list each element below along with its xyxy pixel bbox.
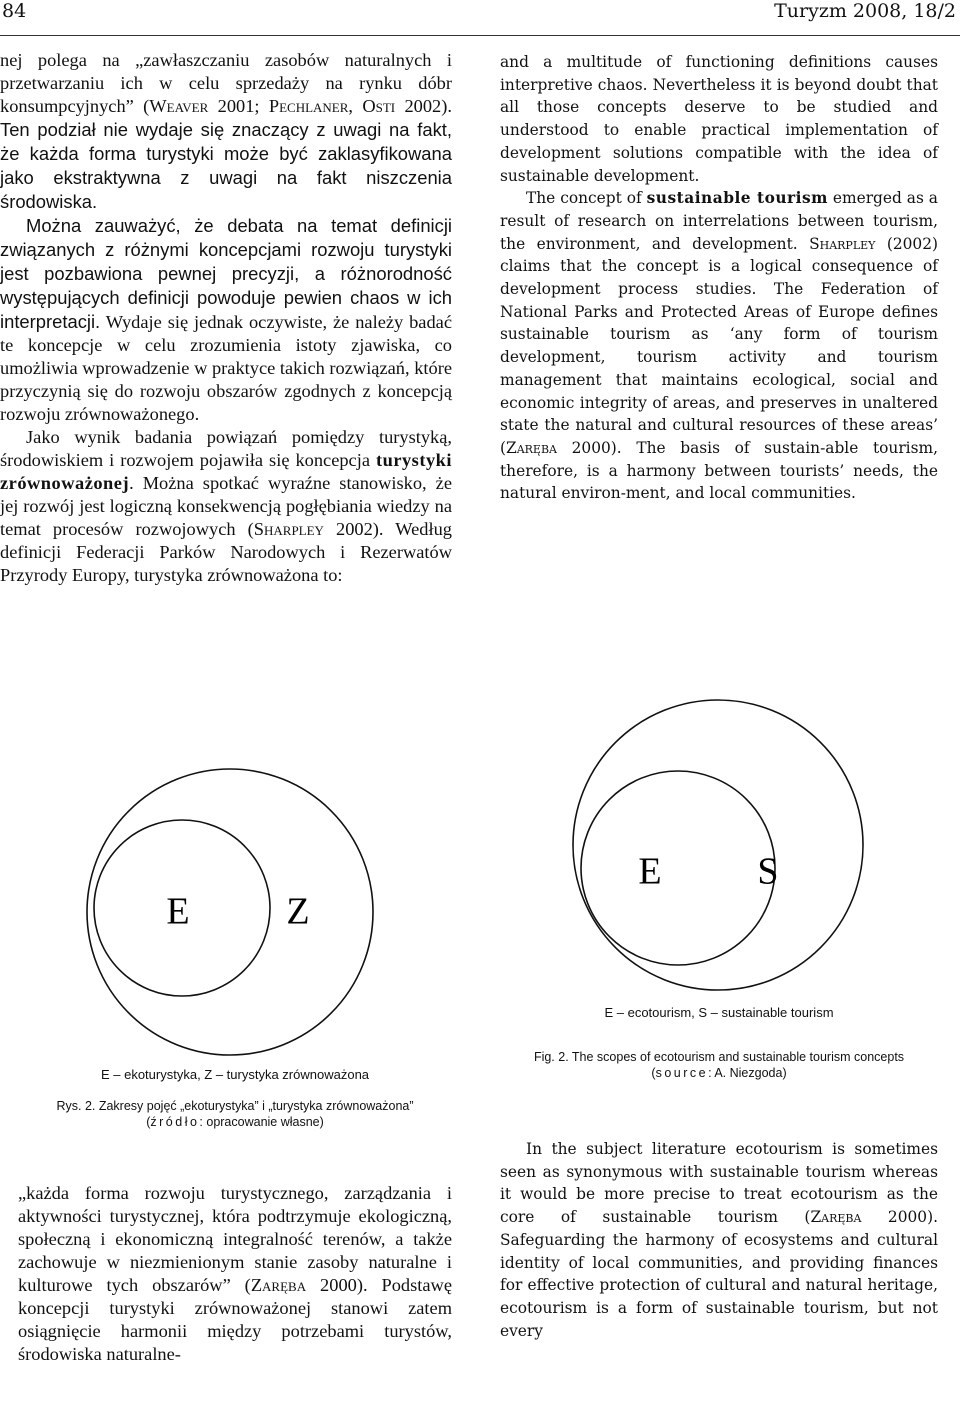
caption-title: Fig. 2. The scopes of ecotourism and sustainable tourism concepts xyxy=(533,1050,905,1064)
citation-author: Sharpley xyxy=(809,234,876,253)
paragraph xyxy=(500,187,938,505)
paragraph xyxy=(500,1138,938,1342)
label-s: S xyxy=(757,850,779,893)
text: 2002). Według definicji Federacji Parków Narodowych i Rezerwatów Przyrody Europy, turystyka zrównoważona to: xyxy=(0,519,453,585)
caption-source: (źródło: opracowanie własne) xyxy=(146,1115,324,1129)
text: The concept of xyxy=(526,189,647,208)
key-term: turystyki zrównoważonej xyxy=(0,450,452,493)
text: Jako wynik badania powiązań pomiędzy turystyką, środowiskiem i rozwojem pojawiła się koncepcja xyxy=(0,427,452,470)
text: nej polega na „zawłaszczaniu zasobów naturalnych i przetwarzaniu ich w celu sprzedaży na rynku dóbr konsumpcyjnych” ( xyxy=(0,50,452,116)
paragraph: and a multitude of functioning definitions causes interpretive chaos. Nevertheless it is beyond doubt that all those concepts deserve to be studied and understood to enable practical implementation of development solutions compatible with the idea of sustainable development. xyxy=(500,53,938,185)
label-e: E xyxy=(166,890,190,933)
text: 2000). Safeguarding the harmony of ecosystems and cultural identity of local communities, and providing finances for effective protection of cultural and natural heritage, ecotourism is a form of sustainable tourism, but not every xyxy=(500,1208,938,1340)
source-label: source xyxy=(655,1066,709,1080)
label-e: E xyxy=(638,850,662,893)
key-term: sustainable tourism xyxy=(646,189,828,208)
figure-right-caption xyxy=(500,1049,938,1081)
citation-author: Zaręba xyxy=(810,1208,862,1227)
figure-left-caption xyxy=(0,1098,470,1130)
caption-source: (source: A. Niezgoda) xyxy=(651,1066,787,1080)
text: . Można spotkać wyraźne stanowisko, że jej rozwój jest logiczną konsekwencją pogłębiania wiedzy na temat procesów rozwojowych ( xyxy=(0,473,452,539)
text: 2000). The basis of sustain-able tourism, therefore, is a harmony between tourists’ needs, the natural environ-ment, and local communities. xyxy=(500,438,938,503)
left-column-top xyxy=(0,49,452,587)
citation-author: Weaver xyxy=(149,96,209,116)
inner-circle-e xyxy=(581,771,775,965)
text: 2000). Podstawę koncepcji turystyki zrównoważonej stanowi zatem osiągnięcie harmonii między potrzebami turystów, środowiska naturalne- xyxy=(18,1275,452,1364)
paragraph xyxy=(0,214,452,426)
figure-left-legend: E – ekoturystyka, Z – turystyka zrównoważona xyxy=(100,1067,370,1082)
outer-circle-s xyxy=(573,700,863,990)
text: 2002). xyxy=(395,96,452,116)
source-text: : A. Niezgoda) xyxy=(708,1066,787,1080)
text: (2002) claims that the concept is a logical consequence of development process studies. The Federation of National Parks and Protected Areas of Europe defines sustainable tourism as ‘any form of tourism development, tourism activity and tourism management that maintains ecological, social and economic integrity of areas, and preserves in unaltered state the natural and cultural resources of these areas’ ( xyxy=(500,234,939,457)
running-header xyxy=(0,0,960,30)
text: In the subject literature ecotourism is sometimes seen as synonymous with sustainable tourism whereas it would be more precise to treat ecotourism as the core of sustainable tourism ( xyxy=(500,1140,938,1227)
paragraph xyxy=(0,426,452,587)
figure-right-diagram xyxy=(480,690,960,1010)
page-number: 84 xyxy=(2,0,27,22)
source-text: : opracowanie własne) xyxy=(199,1115,324,1129)
text: Można zauważyć, że debata na temat definicji związanych z różnymi koncepcjami rozwoju turystyki jest pozbawiona pewnej precyzji, a różnorodność występujących definicji powoduje pewien chaos w ich interpretacji. xyxy=(0,215,452,332)
figure-right-legend: E – ecotourism, S – sustainable tourism xyxy=(604,1005,834,1020)
text: Ten podział nie wydaje się znaczący z uwagi na fakt, że każda forma turystyki może być zaklasyfikowana jako ekstraktywna z uwagi na fakt niszczenia środowiska. xyxy=(0,119,452,212)
citation-author: Pechlaner xyxy=(268,96,349,116)
text: emerged as a result of research on interrelations between tourism, the environment, and development. xyxy=(500,189,938,253)
label-z: Z xyxy=(286,890,310,933)
right-column-top xyxy=(500,51,938,505)
left-column-bottom xyxy=(18,1182,452,1366)
caption-title: Rys. 2. Zakresy pojęć „ekoturystyka” i „turystyka zrównoważona” xyxy=(56,1099,414,1113)
text: Wydaje się jednak oczywiste, że należy badać te koncepcje w celu zrozumienia istoty zjawiska, co umożliwia wprowadzenie w praktyce takich rozwiązań, które przyczynią się do rozwoju obszarów zgodnych z koncepcją rozwoju zrównoważonego. xyxy=(0,312,452,424)
text: 2001; xyxy=(208,96,269,116)
figure-left-diagram xyxy=(0,760,480,1080)
citation-author: Zaręba xyxy=(250,1275,307,1295)
paragraph xyxy=(18,1182,452,1366)
paragraph xyxy=(0,49,452,214)
header-rule xyxy=(0,35,960,36)
journal-title: Turyzm 2008, 18/2 xyxy=(774,0,956,22)
right-column-bottom xyxy=(500,1138,938,1342)
text: „każda forma rozwoju turystycznego, zarządzania i aktywności turystycznej, która podtrzymuje ekologiczną, społeczną i ekonomiczną integralność terenów, a także zachowuje w niezmienionym stanie zasoby naturalne i kulturowe tych obszarów” ( xyxy=(18,1183,452,1295)
citation-author: Sharpley xyxy=(253,519,324,539)
outer-circle-z xyxy=(87,769,373,1055)
citation-author: Zaręba xyxy=(506,438,557,457)
source-label: źródło xyxy=(150,1115,200,1129)
citation-author: Osti xyxy=(362,96,396,116)
text: , xyxy=(348,96,363,116)
